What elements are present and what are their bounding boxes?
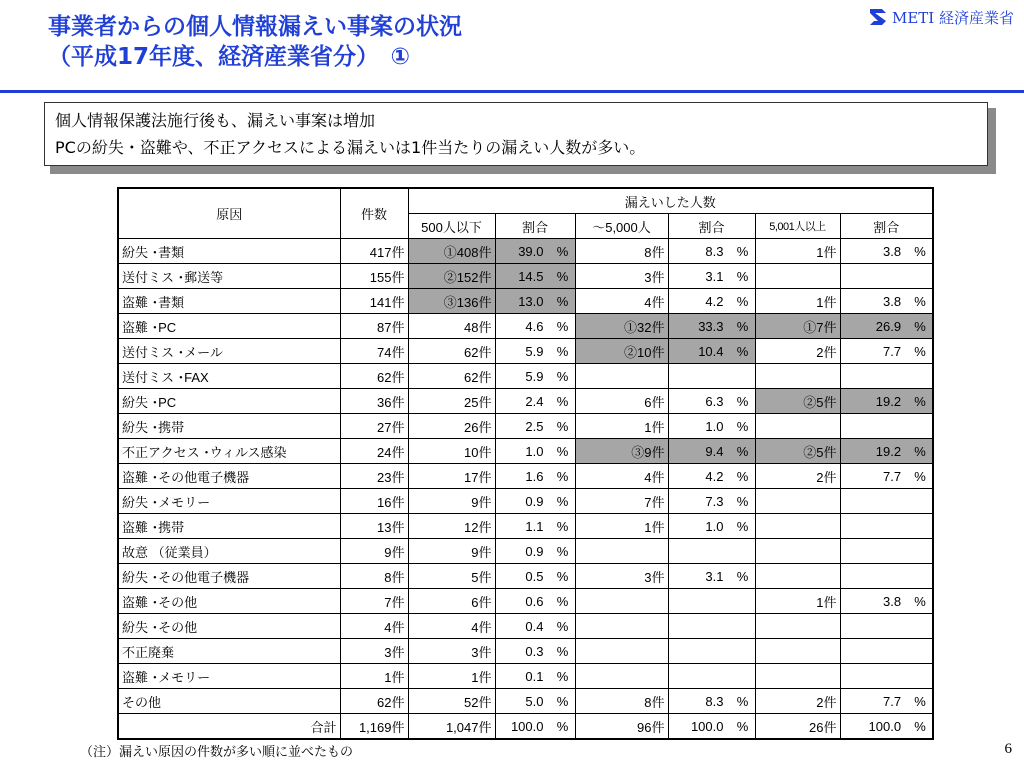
group-count-cell: 7件	[575, 489, 668, 514]
percent-sign: %	[914, 443, 926, 459]
meti-logo-text: METI 経済産業省	[891, 8, 1014, 27]
percent-sign: %	[914, 393, 926, 409]
group-count-cell: ②10件	[575, 339, 668, 364]
count-cell: 155件	[340, 264, 408, 289]
table-row	[118, 489, 933, 514]
group-count-cell: 8件	[575, 689, 668, 714]
ratio-value: 5.9	[525, 368, 544, 384]
count-cell: 27件	[340, 414, 408, 439]
ratio-cell	[840, 364, 933, 389]
count-cell: 7件	[340, 589, 408, 614]
ratio-cell	[495, 514, 575, 539]
ratio-value: 8.3	[705, 693, 724, 709]
count-cell: 141件	[340, 289, 408, 314]
cause-cell: 不正廃棄	[118, 639, 340, 664]
table-row	[118, 464, 933, 489]
ratio-value: 0.1	[525, 668, 544, 684]
percent-sign: %	[556, 368, 569, 384]
cause-cell: 紛失 ･その他	[118, 614, 340, 639]
ratio-cell	[668, 339, 755, 364]
ratio-cell	[668, 264, 755, 289]
ratio-value: 3.1	[705, 568, 724, 584]
ratio-value: 26.9	[875, 318, 902, 334]
group-count-cell: 1件	[755, 239, 840, 264]
ratio-cell	[668, 539, 755, 564]
ratio-cell	[840, 389, 933, 414]
ratio-cell	[668, 239, 755, 264]
group-count-cell	[755, 364, 840, 389]
ratio-cell	[495, 364, 575, 389]
ratio-value: 100.0	[868, 718, 902, 734]
group-count-cell	[575, 364, 668, 389]
group-count-cell: 6件	[575, 389, 668, 414]
group-count-cell: ①7件	[755, 314, 840, 339]
title-divider	[0, 90, 1024, 93]
ratio-cell	[840, 264, 933, 289]
ratio-cell	[840, 714, 933, 740]
group-count-cell: 10件	[408, 439, 495, 464]
percent-sign: %	[556, 393, 569, 409]
group-count-cell	[755, 489, 840, 514]
header-cause: 原因	[118, 188, 340, 239]
ratio-cell	[840, 639, 933, 664]
ratio-cell	[668, 664, 755, 689]
group-count-cell: 25件	[408, 389, 495, 414]
ratio-cell	[495, 639, 575, 664]
ratio-value: 1.1	[525, 518, 544, 534]
ratio-value: 2.5	[525, 418, 544, 434]
percent-sign: %	[556, 468, 569, 484]
percent-sign: %	[914, 243, 926, 259]
ratio-cell	[840, 564, 933, 589]
group-count-cell: ①32件	[575, 314, 668, 339]
ratio-value: 4.6	[525, 318, 544, 334]
group-count-cell	[755, 564, 840, 589]
group-count-cell: 3件	[408, 639, 495, 664]
percent-sign: %	[556, 618, 569, 634]
ratio-cell	[495, 339, 575, 364]
count-cell: 24件	[340, 439, 408, 464]
count-cell: 23件	[340, 464, 408, 489]
table-row	[118, 289, 933, 314]
page-title-line-2: （平成17年度、経済産業省分） ①	[48, 44, 410, 70]
summary-line-1: 個人情報保護法施行後も、漏えい事案は増加	[55, 111, 376, 130]
total-row	[118, 714, 933, 740]
group-count-cell: 4件	[575, 464, 668, 489]
table-row	[118, 514, 933, 539]
ratio-value: 3.8	[883, 293, 902, 309]
ratio-value: 0.4	[525, 618, 544, 634]
percent-sign: %	[914, 718, 926, 734]
cause-cell: 紛失 ･PC	[118, 389, 340, 414]
table-row	[118, 339, 933, 364]
ratio-value: 7.7	[883, 468, 902, 484]
group-count-cell	[575, 589, 668, 614]
percent-sign: %	[556, 343, 569, 359]
ratio-value: 14.5	[518, 268, 544, 284]
percent-sign: %	[914, 293, 926, 309]
group-count-cell	[575, 639, 668, 664]
count-cell: 13件	[340, 514, 408, 539]
percent-sign: %	[556, 418, 569, 434]
group-count-cell: ①408件	[408, 239, 495, 264]
ratio-value: 3.1	[705, 268, 724, 284]
group-count-cell: 12件	[408, 514, 495, 539]
percent-sign: %	[736, 418, 749, 434]
ratio-cell	[840, 539, 933, 564]
ratio-cell	[495, 539, 575, 564]
ratio-value: 19.2	[875, 443, 902, 459]
group-count-cell: 8件	[575, 239, 668, 264]
summary-line-2: PCの紛失・盗難や、不正アクセスによる漏えいは1件当たりの漏えい人数が多い。	[55, 138, 646, 157]
ratio-value: 0.9	[525, 543, 544, 559]
table-row	[118, 314, 933, 339]
group-count-cell: ③9件	[575, 439, 668, 464]
percent-sign: %	[736, 268, 749, 284]
group-count-cell: 3件	[575, 264, 668, 289]
ratio-cell	[668, 439, 755, 464]
ratio-value: 7.3	[705, 493, 724, 509]
total-label: 合計	[118, 714, 340, 740]
group-count-cell: 17件	[408, 464, 495, 489]
ratio-cell	[668, 289, 755, 314]
ratio-cell	[840, 514, 933, 539]
ratio-cell	[840, 239, 933, 264]
ratio-cell	[495, 314, 575, 339]
ratio-value: 33.3	[698, 318, 724, 334]
percent-sign: %	[556, 718, 569, 734]
header-group-500-or-less: 500人以下	[408, 214, 495, 239]
ratio-cell	[840, 464, 933, 489]
ratio-cell	[840, 614, 933, 639]
table-row	[118, 539, 933, 564]
group-count-cell: 9件	[408, 539, 495, 564]
count-cell: 16件	[340, 489, 408, 514]
ratio-cell	[840, 314, 933, 339]
count-cell: 417件	[340, 239, 408, 264]
ratio-cell	[495, 664, 575, 689]
group-count-cell: 2件	[755, 464, 840, 489]
count-cell: 87件	[340, 314, 408, 339]
header-ratio-1: 割合	[495, 214, 575, 239]
percent-sign: %	[556, 268, 569, 284]
group-count-cell	[755, 514, 840, 539]
group-count-cell: 62件	[408, 364, 495, 389]
percent-sign: %	[914, 343, 926, 359]
table-row	[118, 239, 933, 264]
ratio-value: 2.4	[525, 393, 544, 409]
count-cell: 1件	[340, 664, 408, 689]
group-count-cell: 1件	[755, 289, 840, 314]
ratio-value: 7.7	[883, 693, 902, 709]
ratio-cell	[840, 489, 933, 514]
ratio-value: 0.6	[525, 593, 544, 609]
cause-cell: 紛失 ･メモリー	[118, 489, 340, 514]
table-row	[118, 389, 933, 414]
ratio-cell	[495, 289, 575, 314]
cause-cell: 故意 （従業員）	[118, 539, 340, 564]
ratio-value: 1.0	[705, 518, 724, 534]
header-leaked-people: 漏えいした人数	[408, 188, 933, 214]
count-cell: 36件	[340, 389, 408, 414]
summary-box	[44, 102, 988, 166]
total-group-count: 96件	[575, 714, 668, 740]
ratio-cell	[840, 414, 933, 439]
group-count-cell: ②5件	[755, 389, 840, 414]
cause-cell: 盗難 ･その他電子機器	[118, 464, 340, 489]
group-count-cell: 9件	[408, 489, 495, 514]
ratio-cell	[668, 639, 755, 664]
group-count-cell	[755, 639, 840, 664]
percent-sign: %	[736, 693, 749, 709]
ratio-cell	[668, 314, 755, 339]
percent-sign: %	[556, 568, 569, 584]
group-count-cell: 1件	[755, 589, 840, 614]
group-count-cell	[575, 614, 668, 639]
group-count-cell: 3件	[575, 564, 668, 589]
group-count-cell: 5件	[408, 564, 495, 589]
ratio-value: 7.7	[883, 343, 902, 359]
group-count-cell: ②152件	[408, 264, 495, 289]
cause-cell: 紛失 ･書類	[118, 239, 340, 264]
table-row	[118, 689, 933, 714]
cause-cell: 盗難 ･携帯	[118, 514, 340, 539]
percent-sign: %	[736, 243, 749, 259]
total-group-count: 1,047件	[408, 714, 495, 740]
ratio-cell	[668, 464, 755, 489]
group-count-cell	[755, 614, 840, 639]
group-count-cell	[755, 539, 840, 564]
ratio-value: 3.8	[883, 593, 902, 609]
group-count-cell: ②5件	[755, 439, 840, 464]
ratio-cell	[495, 714, 575, 740]
ratio-value: 5.0	[525, 693, 544, 709]
ratio-cell	[495, 564, 575, 589]
table-row	[118, 264, 933, 289]
group-count-cell: 48件	[408, 314, 495, 339]
count-cell: 62件	[340, 364, 408, 389]
ratio-value: 9.4	[705, 443, 724, 459]
group-count-cell: 62件	[408, 339, 495, 364]
percent-sign: %	[556, 543, 569, 559]
header-ratio-3: 割合	[840, 214, 933, 239]
count-cell: 3件	[340, 639, 408, 664]
percent-sign: %	[736, 518, 749, 534]
ratio-cell	[668, 389, 755, 414]
ratio-cell	[495, 264, 575, 289]
ratio-value: 8.3	[705, 243, 724, 259]
ratio-value: 100.0	[690, 718, 724, 734]
group-count-cell: 1件	[575, 514, 668, 539]
table-row	[118, 414, 933, 439]
ratio-cell	[668, 414, 755, 439]
ratio-cell	[668, 689, 755, 714]
ratio-cell	[668, 364, 755, 389]
page-number: 6	[1004, 741, 1012, 757]
percent-sign: %	[736, 718, 749, 734]
group-count-cell: 26件	[408, 414, 495, 439]
ratio-cell	[495, 239, 575, 264]
page-title-line-1: 事業者からの個人情報漏えい事案の状況	[48, 14, 462, 40]
count-cell: 74件	[340, 339, 408, 364]
percent-sign: %	[736, 443, 749, 459]
ratio-value: 1.6	[525, 468, 544, 484]
table-body	[118, 239, 933, 740]
group-count-cell: 4件	[408, 614, 495, 639]
table-row	[118, 589, 933, 614]
ratio-value: 1.0	[525, 443, 544, 459]
cause-cell: 不正アクセス ･ウィルス感染	[118, 439, 340, 464]
cause-cell: 送付ミス ･メール	[118, 339, 340, 364]
group-count-cell: 6件	[408, 589, 495, 614]
cause-cell: 盗難 ･メモリー	[118, 664, 340, 689]
group-count-cell: 52件	[408, 689, 495, 714]
leak-cases-table	[117, 187, 934, 740]
ratio-cell	[495, 489, 575, 514]
count-cell: 4件	[340, 614, 408, 639]
cause-cell: 盗難 ･書類	[118, 289, 340, 314]
meti-logo-icon	[867, 7, 889, 27]
percent-sign: %	[556, 593, 569, 609]
ratio-cell	[495, 389, 575, 414]
meti-logo	[867, 6, 1014, 28]
ratio-value: 0.3	[525, 643, 544, 659]
ratio-cell	[668, 489, 755, 514]
group-count-cell: 4件	[575, 289, 668, 314]
count-cell: 9件	[340, 539, 408, 564]
percent-sign: %	[556, 318, 569, 334]
ratio-value: 4.2	[705, 468, 724, 484]
group-count-cell	[575, 539, 668, 564]
ratio-value: 1.0	[705, 418, 724, 434]
table-row	[118, 364, 933, 389]
table-row	[118, 664, 933, 689]
percent-sign: %	[556, 293, 569, 309]
cause-cell: 送付ミス ･FAX	[118, 364, 340, 389]
ratio-value: 19.2	[875, 393, 902, 409]
ratio-cell	[668, 614, 755, 639]
group-count-cell	[755, 664, 840, 689]
group-count-cell	[755, 264, 840, 289]
ratio-value: 5.9	[525, 343, 544, 359]
group-count-cell: 2件	[755, 689, 840, 714]
ratio-value: 100.0	[510, 718, 544, 734]
cause-cell: 送付ミス ･郵送等	[118, 264, 340, 289]
table-row	[118, 564, 933, 589]
ratio-value: 0.9	[525, 493, 544, 509]
table-row	[118, 439, 933, 464]
group-count-cell: 1件	[575, 414, 668, 439]
ratio-cell	[840, 339, 933, 364]
percent-sign: %	[556, 643, 569, 659]
group-count-cell	[575, 664, 668, 689]
ratio-cell	[840, 589, 933, 614]
ratio-cell	[668, 714, 755, 740]
ratio-cell	[495, 464, 575, 489]
ratio-value: 13.0	[518, 293, 544, 309]
ratio-cell	[668, 514, 755, 539]
percent-sign: %	[736, 568, 749, 584]
group-count-cell: 2件	[755, 339, 840, 364]
percent-sign: %	[556, 443, 569, 459]
percent-sign: %	[736, 468, 749, 484]
header-count: 件数	[340, 188, 408, 239]
ratio-cell	[495, 614, 575, 639]
percent-sign: %	[736, 318, 749, 334]
group-count-cell	[755, 414, 840, 439]
group-count-cell: ③136件	[408, 289, 495, 314]
ratio-cell	[668, 589, 755, 614]
table-row	[118, 639, 933, 664]
percent-sign: %	[736, 343, 749, 359]
percent-sign: %	[556, 693, 569, 709]
ratio-cell	[840, 664, 933, 689]
percent-sign: %	[914, 468, 926, 484]
ratio-cell	[495, 414, 575, 439]
ratio-value: 6.3	[705, 393, 724, 409]
header-ratio-2: 割合	[668, 214, 755, 239]
percent-sign: %	[914, 693, 926, 709]
ratio-cell	[495, 439, 575, 464]
percent-sign: %	[736, 393, 749, 409]
cause-cell: 盗難 ･その他	[118, 589, 340, 614]
group-count-cell: 1件	[408, 664, 495, 689]
percent-sign: %	[736, 493, 749, 509]
header-group-5001-plus: 5,001人以上	[755, 214, 840, 239]
ratio-cell	[840, 689, 933, 714]
cause-cell: 紛失 ･その他電子機器	[118, 564, 340, 589]
percent-sign: %	[914, 593, 926, 609]
percent-sign: %	[556, 493, 569, 509]
ratio-cell	[840, 439, 933, 464]
percent-sign: %	[914, 318, 926, 334]
percent-sign: %	[556, 243, 569, 259]
ratio-value: 3.8	[883, 243, 902, 259]
percent-sign: %	[736, 293, 749, 309]
cause-cell: その他	[118, 689, 340, 714]
ratio-value: 0.5	[525, 568, 544, 584]
ratio-value: 4.2	[705, 293, 724, 309]
ratio-value: 39.0	[518, 243, 544, 259]
percent-sign: %	[556, 668, 569, 684]
total-group-count: 26件	[755, 714, 840, 740]
cause-cell: 盗難 ･PC	[118, 314, 340, 339]
total-count: 1,169件	[340, 714, 408, 740]
ratio-cell	[668, 564, 755, 589]
footnote: （注）漏えい原因の件数が多い順に並べたもの	[80, 745, 354, 760]
count-cell: 62件	[340, 689, 408, 714]
ratio-cell	[840, 289, 933, 314]
page-title	[48, 12, 768, 72]
cause-cell: 紛失 ･携帯	[118, 414, 340, 439]
ratio-value: 10.4	[698, 343, 724, 359]
table-row	[118, 614, 933, 639]
ratio-cell	[495, 589, 575, 614]
header-group-to-5000: ～5,000人	[575, 214, 668, 239]
ratio-cell	[495, 689, 575, 714]
count-cell: 8件	[340, 564, 408, 589]
percent-sign: %	[556, 518, 569, 534]
